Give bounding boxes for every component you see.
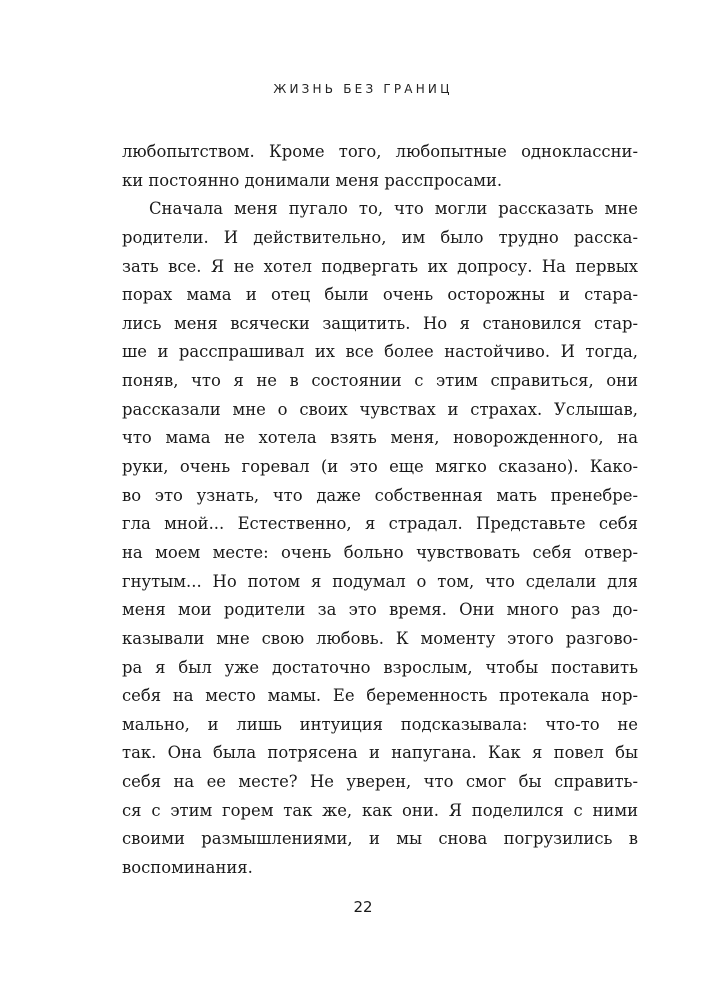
text-line: ки постоянно донимали меня расспросами. <box>122 170 503 190</box>
text-line: во это узнать, что даже собственная мать пренебре- <box>122 485 638 505</box>
text-line: поняв, что я не в состоянии с этим справиться, они <box>122 371 638 391</box>
text-line: себя на место мамы. Ее беременность протекала нор- <box>122 686 638 706</box>
text-line: так. Она была потрясена и напугана. Как я повел бы <box>122 743 638 763</box>
text-line: руки, очень горевал (и это еще мягко сказано). Како- <box>122 457 638 477</box>
text-line: ра я был уже достаточно взрослым, чтобы поставить <box>122 657 638 677</box>
text-line: родители. И действительно, им было трудно расска- <box>122 227 638 247</box>
text-line: гнутым... Но потом я подумал о том, что сделали для <box>122 571 638 591</box>
body-text <box>122 138 638 883</box>
text-line: ше и расспрашивал их все более настойчиво. И тогда, <box>122 342 638 362</box>
text-line: меня мои родители за это время. Они много раз до- <box>122 600 638 620</box>
text-line: на моем месте: очень больно чувствовать себя отвер- <box>122 542 638 562</box>
text-line: рассказали мне о своих чувствах и страхах. Услышав, <box>122 399 638 419</box>
text-line: гла мной... Естественно, я страдал. Представьте себя <box>122 514 638 534</box>
text-line: что мама не хотела взять меня, новорожденного, на <box>122 428 638 448</box>
page-number: 22 <box>353 898 373 916</box>
text-line: себя на ее месте? Не уверен, что смог бы справить- <box>122 772 638 792</box>
text-line: мально, и лишь интуиция подсказывала: что-то не <box>122 714 638 734</box>
running-header: ЖИЗНЬ БЕЗ ГРАНИЦ <box>273 82 453 96</box>
text-line: лись меня всячески защитить. Но я становился стар- <box>122 313 638 333</box>
text-line: своими размышлениями, и мы снова погрузились в <box>122 829 638 849</box>
text-line: любопытством. Кроме того, любопытные одноклассни- <box>122 142 638 161</box>
text-line: порах мама и отец были очень осторожны и стара- <box>122 285 638 305</box>
text-line: казывали мне свою любовь. К моменту этого разгово- <box>122 628 638 648</box>
paragraph-first-line: Сначала меня пугало то, что могли рассказать мне <box>149 199 638 219</box>
text-line: зать все. Я не хотел подвергать их допросу. На первых <box>122 256 638 276</box>
text-line: ся с этим горем так же, как они. Я поделился с ними <box>122 800 638 820</box>
text-line: воспоминания. <box>122 858 253 878</box>
